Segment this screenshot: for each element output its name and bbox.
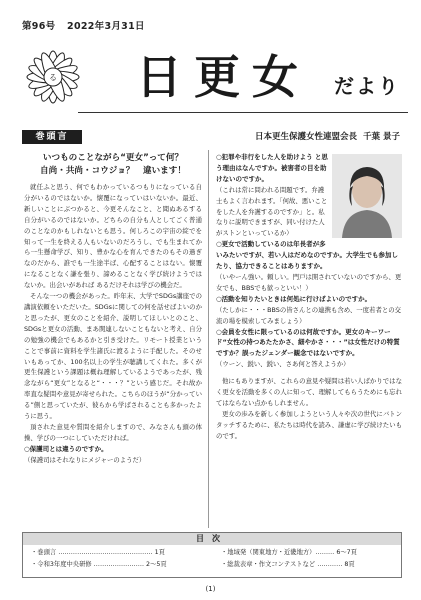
question: ○更女で活動しているのは年長者が多いみたいですが、若い人はだめなのですか。大学生でも参加したり、協力できることはありますか。	[216, 240, 398, 271]
toc-title: 目次	[23, 533, 401, 545]
body-paragraph: 更女の歩みを新しく参加しようという人々や次の世代にバトンタッチするために、私たちは時代を読み、謙虚に学び続けたいものです。	[216, 409, 402, 440]
question: ○活動を知りたいときは何処に行けばよいのですか。	[216, 294, 372, 303]
table-of-contents	[22, 532, 402, 578]
body-paragraph: 就任ふと思う、何でもわかっているつもりになっている自分がいるのではないか。懐覆になっていはいないか。最近、新しいことにぶつかると、今更そんなこと、と聞ぬあるする自分がいるのではないか。どちらの自分も人としてごく普通のことなのかもしれないとも思う。何しろこの宇宙の綻でを知って一生を終える人もいないのだろうし、でも生まれてから一生懸命学び、知り、豊かな心を育んできたのもその過ぎなのだから、誰でも一生途半ば、心配することはない。懐覆になることなく謙を張り、諦めることなく学び続けようではないか。出会いがあれば あるだけそれは学びの機会だ。	[24, 183, 202, 290]
question: ○保護司とは違うのですか。	[24, 444, 108, 453]
section-header	[22, 130, 400, 144]
issue-date: 2022年3月31日	[67, 21, 145, 32]
question: ○犯罪や非行をした人を助けよう と思う理由はなんですか。被害者の目を助けないのですか。	[216, 153, 328, 183]
body-paragraph: 他にもありますが、これらの意見や疑問は若い人ばかりではなく更女を活動を多くの人に知って、理解してもらうためにも忘れてはならない点かもしれません。	[216, 377, 402, 407]
column-divider	[208, 150, 209, 528]
section-tag: 巻頭言	[22, 130, 82, 144]
answer-note: （ウーン、鋭い、鋭い、さあ何と答えようか）	[216, 360, 350, 369]
lede-line-2: 自尚・共尚・コウジョ？ 違います！	[40, 166, 186, 176]
page-number: (1)	[205, 585, 216, 593]
question: ○会員を女性に限っているのは何故ですか。更女のキーワード“女性の持つあたたかさ、細やかさ・・・”は女性だけの特質ですか？誤ったジェンダー観念ではないですか。	[216, 327, 400, 358]
left-column	[24, 152, 202, 466]
issue-header	[22, 18, 153, 32]
toc-item[interactable]: ・巻頭言 ……………………………………… 1頁	[31, 549, 165, 556]
body-paragraph: そんな一つの機会があった。昨年末、大学でSDGs講座での講演依頼をいただいた。SDGsに関しての何を話せばよいのかと思ったが、更女のことを紹介、説明してほしいとのこと、SDGsと更女の活動、まあ関連しないこともないと考え、自分の勉強の機会でもあるかと引き受けた。リモート授業ということで事前に資料を学生諸氏に渡るように手配した。そのせいもあってか、100名以上の学生が聴講してくれた。多くが更生保護という課題は概ね理解しているようであったが、残念ながら“更女”となると“・・・？”という感じだ。それ故か率直な疑問や意見が寄せられた。こちらのほうが“分かっている”側と思っていたが、彼らから学ばされることも多かったように思う。	[24, 292, 202, 421]
right-column	[216, 152, 402, 442]
toc-item[interactable]: ・総裁表章・作文コンテストなど ………… 8頁	[221, 561, 355, 568]
issue-number: 第96号	[22, 21, 56, 32]
masthead-rule	[78, 112, 408, 113]
answer-note: （保護司はそれなりにメジャーのようだ）	[24, 455, 146, 464]
toc-item[interactable]: ・地域発（関東地方・近畿地方）……… 6〜7頁	[221, 549, 357, 556]
masthead-subtitle: だより	[334, 74, 400, 98]
svg-text:る: る	[49, 73, 57, 82]
answer-note: （いやーん強い。頼しい。門戸は開されていないのですから、更女でも、BBSでも歓っといい！）	[216, 272, 402, 292]
author-name: 千葉 景子	[363, 132, 400, 142]
author-portrait	[332, 154, 402, 238]
chrysanthemum-logo-icon	[22, 46, 84, 108]
author-line	[255, 130, 400, 144]
body-paragraph: 頂された意見や質問を紹介しますので、みなさんも頭の体操、学びの一つにしていただければ。	[24, 422, 202, 442]
answer-note: （これは常に問われる問題です。弁護士もよく言われます。「何故、悪いことをした人を弁護するのですか」と。私なりに説明できますが、同い付けた人がストンといっているか）	[216, 185, 328, 238]
masthead-title: 日更女	[136, 50, 310, 104]
toc-item[interactable]: ・令和3年度中央研修 …………………… 2〜5頁	[31, 561, 167, 568]
masthead	[18, 40, 403, 118]
author-org: 日本更生保護女性連盟会長	[255, 132, 358, 142]
answer-note: （たしかに・・・BBSの皆さんとの連携も含め、一度若者との交流の場を模索してみましょう）	[216, 305, 402, 325]
lede-line-1: いつものことながら“更女”って何？	[42, 153, 184, 163]
lede	[24, 152, 202, 178]
